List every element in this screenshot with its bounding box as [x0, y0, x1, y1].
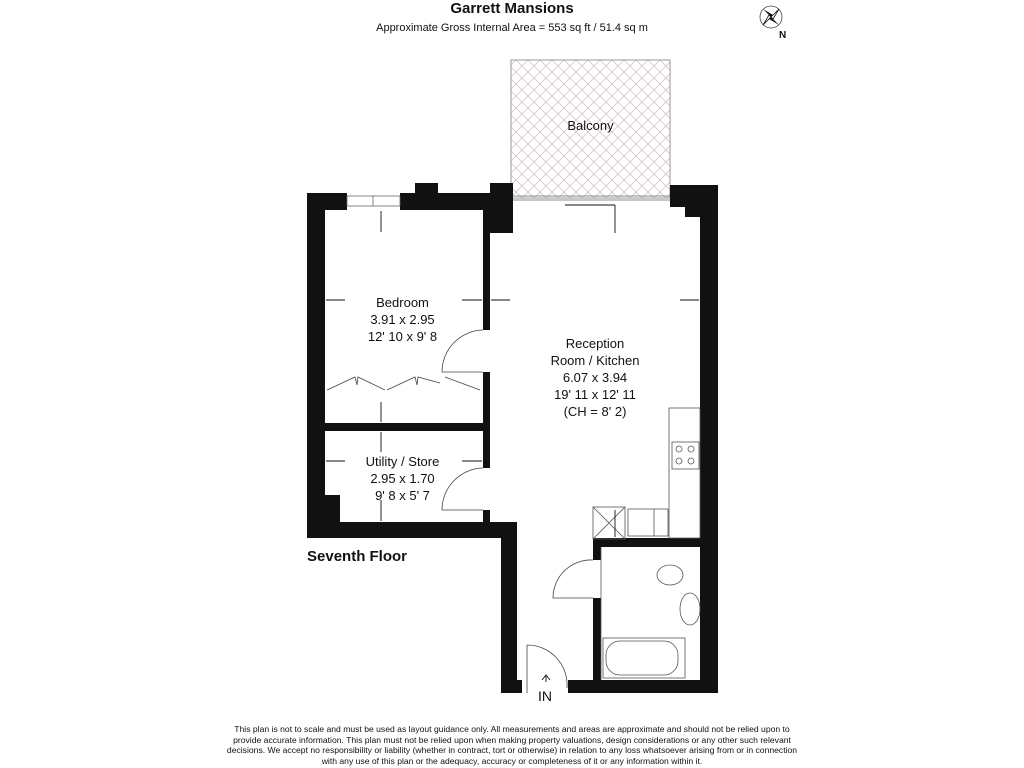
room-imperial: 9' 8 x 5' 7	[375, 488, 430, 503]
room-name: Bedroom	[376, 295, 429, 310]
room-metric: 3.91 x 2.95	[370, 312, 435, 327]
room-name: Balcony	[567, 118, 614, 133]
room-imperial: 12' 10 x 9' 8	[367, 329, 438, 344]
plan-title: Garrett Mansions	[450, 0, 574, 17]
room-imperial: 19' 11 x 12' 11	[554, 387, 636, 402]
gross-area: Approximate Gross Internal Area = 553 sq ft / 51.4 sq m	[376, 22, 648, 34]
room-metric: 6.07 x 3.94	[562, 370, 628, 385]
room-name-2: Room / Kitchen	[550, 353, 640, 368]
north-label: N	[779, 30, 787, 41]
room-name: Utility / Store	[365, 454, 440, 469]
room-bedroom	[330, 294, 475, 345]
disclaimer: This plan is not to scale and must be used as layout guidance only. All measurements and areas are approximate and should not be relied upon to provide accurate information. This plan must not be relied upon when making property valuations, design considerations or any other such relevant decisions. We accept no responsibility or liability (whether in contract, tort or otherwise) in relation to any loss whatsoever arising from or in connection with any use of this plan or the adequacy, accuracy or completeness of it or any information within it.	[226, 724, 798, 766]
room-balcony	[511, 117, 670, 134]
entrance-label: IN	[538, 688, 552, 704]
compass-icon	[760, 6, 782, 28]
walls	[307, 183, 718, 693]
room-metric: 2.95 x 1.70	[370, 471, 435, 486]
room-reception	[520, 335, 670, 420]
ceiling-height: (CH = 8' 2)	[563, 404, 627, 419]
floor-label: Seventh Floor	[307, 548, 408, 565]
room-name: Reception	[565, 336, 625, 351]
room-utility	[330, 453, 475, 504]
